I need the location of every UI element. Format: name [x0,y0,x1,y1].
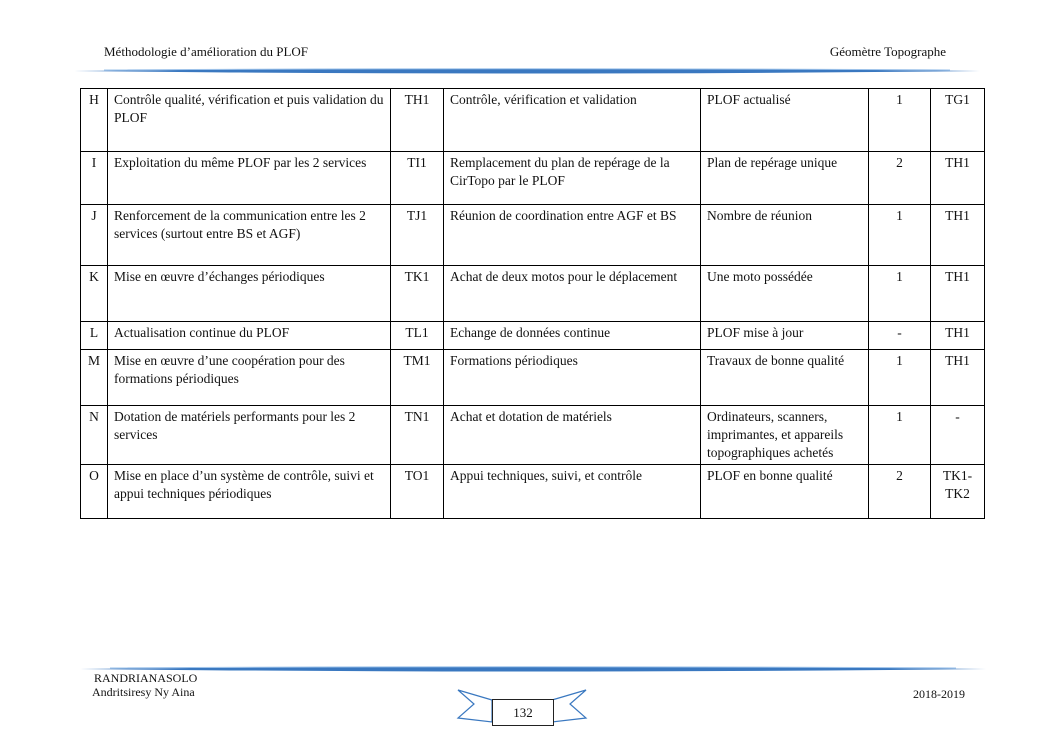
table-row [81,322,985,350]
table-row [81,266,985,322]
cell-reference: TK1-TK2 [931,465,985,519]
cell-number: 1 [869,350,931,406]
page-number: 132 [492,699,554,726]
cell-number: 2 [869,465,931,519]
cell-code: TH1 [391,89,444,152]
action-plan-table [80,88,985,519]
table-row [81,205,985,266]
cell-number: 1 [869,205,931,266]
cell-indicator: Travaux de bonne qualité [701,350,869,406]
table-row [81,152,985,205]
cell-action: Mise en œuvre d’échanges périodiques [108,266,391,322]
cell-action: Contrôle qualité, vérification et puis validation du PLOF [108,89,391,152]
author-given-names: Andritsiresy Ny Aina [92,685,195,699]
cell-reference: TH1 [931,266,985,322]
cell-task: Echange de données continue [444,322,701,350]
cell-id: H [81,89,108,152]
header-rule [74,66,980,76]
footer-academic-year: 2018-2019 [913,687,965,701]
table-row [81,406,985,465]
footer-rule [80,664,986,674]
cell-indicator: PLOF actualisé [701,89,869,152]
cell-indicator: Ordinateurs, scanners, imprimantes, et appareils topographiques achetés [701,406,869,465]
cell-indicator: Nombre de réunion [701,205,869,266]
cell-code: TK1 [391,266,444,322]
cell-task: Formations périodiques [444,350,701,406]
cell-action: Renforcement de la communication entre les 2 services (surtout entre BS et AGF) [108,205,391,266]
cell-action: Mise en place d’un système de contrôle, suivi et appui techniques périodiques [108,465,391,519]
cell-task: Contrôle, vérification et validation [444,89,701,152]
cell-code: TN1 [391,406,444,465]
cell-indicator: Une moto possédée [701,266,869,322]
cell-code: TI1 [391,152,444,205]
cell-action: Dotation de matériels performants pour les 2 services [108,406,391,465]
cell-number: 1 [869,406,931,465]
author-surname: RANDRIANASOLO [94,671,198,685]
cell-reference: TH1 [931,205,985,266]
table-row [81,465,985,519]
header-profession: Géomètre Topographe [829,44,946,59]
cell-task: Appui techniques, suivi, et contrôle [444,465,701,519]
cell-indicator: PLOF en bonne qualité [701,465,869,519]
cell-code: TO1 [391,465,444,519]
cell-indicator: Plan de repérage unique [701,152,869,205]
cell-reference: TH1 [931,152,985,205]
cell-id: N [81,406,108,465]
cell-task: Achat de deux motos pour le déplacement [444,266,701,322]
cell-id: I [81,152,108,205]
cell-action: Actualisation continue du PLOF [108,322,391,350]
cell-code: TL1 [391,322,444,350]
cell-indicator: PLOF mise à jour [701,322,869,350]
cell-code: TM1 [391,350,444,406]
cell-action: Mise en œuvre d’une coopération pour des formations périodiques [108,350,391,406]
cell-code: TJ1 [391,205,444,266]
cell-action: Exploitation du même PLOF par les 2 services [108,152,391,205]
cell-id: J [81,205,108,266]
cell-id: O [81,465,108,519]
cell-number: - [869,322,931,350]
table-row [81,350,985,406]
header-document-title: Méthodologie d’amélioration du PLOF [104,44,309,59]
cell-reference: TH1 [931,350,985,406]
cell-task: Remplacement du plan de repérage de la CirTopo par le PLOF [444,152,701,205]
cell-id: K [81,266,108,322]
cell-task: Réunion de coordination entre AGF et BS [444,205,701,266]
cell-reference: TG1 [931,89,985,152]
cell-number: 2 [869,152,931,205]
cell-id: L [81,322,108,350]
cell-number: 1 [869,266,931,322]
cell-task: Achat et dotation de matériels [444,406,701,465]
cell-number: 1 [869,89,931,152]
footer-author [94,671,197,699]
cell-reference: - [931,406,985,465]
cell-id: M [81,350,108,406]
table-row [81,89,985,152]
cell-reference: TH1 [931,322,985,350]
